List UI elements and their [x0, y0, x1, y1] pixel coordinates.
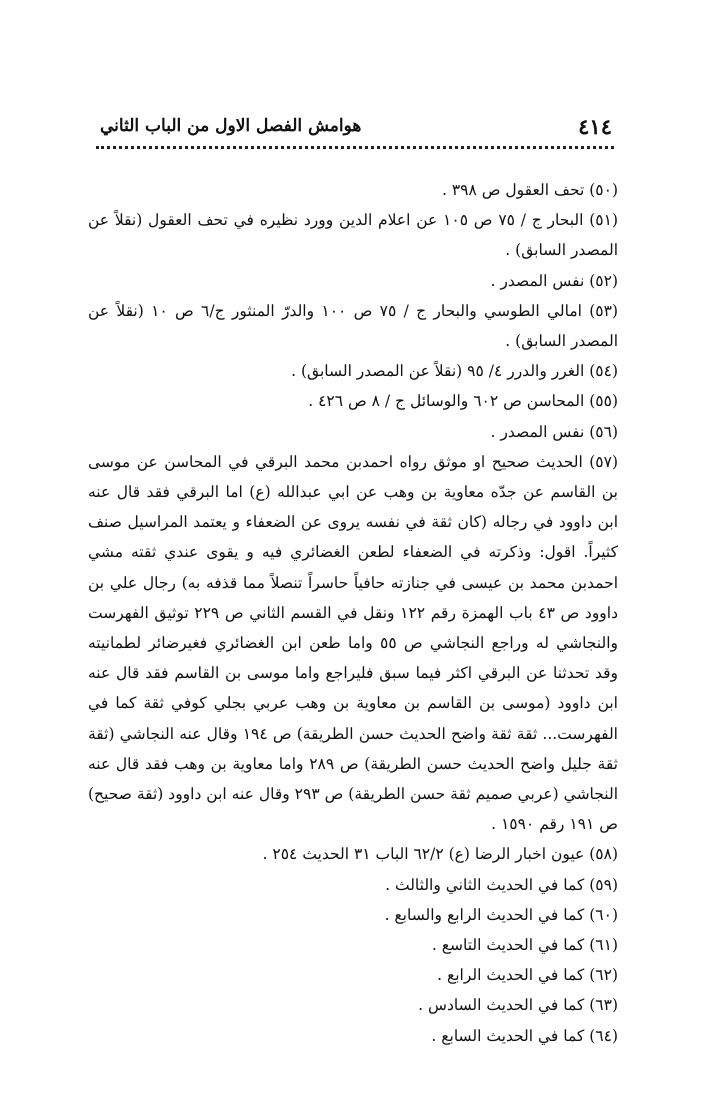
running-title: هوامش الفصل الاول من الباب الثاني	[100, 116, 362, 136]
endnote-63: (٦٣) كما في الحديث السادس .	[418, 996, 618, 1015]
endnote-52: (٥٢) نفس المصدر .	[490, 271, 618, 290]
endnotes-list	[88, 175, 618, 1051]
endnote-58: (٥٨) عيون اخبار الرضا (ع) ٦٢/٢ الباب ٣١ الحديث ٢٥٤ .	[262, 845, 618, 864]
header-dotted-rule	[96, 146, 614, 149]
endnote-51: (٥١) البحار ج / ٧٥ ص ١٠٥ عن اعلام الدين وورد نظيره في تحف العقول (نقلاً عن المصدر السابق) .	[88, 211, 619, 260]
endnote-53: (٥٣) امالي الطوسي والبحار ج / ٧٥ ص ١٠٠ والدرّ المنثور ج/٦ ص ١٠ (نقلاً عن المصدر السابق) .	[88, 301, 619, 351]
endnote-59: (٥٩) كما في الحديث الثاني والثالث .	[385, 875, 618, 894]
endnote-64: (٦٤) كما في الحديث السابع .	[431, 1026, 618, 1045]
page-number: ٤١٤	[578, 114, 612, 139]
endnote-56: (٥٦) نفس المصدر .	[490, 422, 618, 441]
endnote-55: (٥٥) المحاسن ص ٦٠٢ والوسائل ج / ٨ ص ٤٢٦ .	[308, 392, 618, 411]
endnote-62: (٦٢) كما في الحديث الرابع .	[437, 966, 618, 985]
endnote-60: (٦٠) كما في الحديث الرابع والسابع .	[384, 905, 618, 924]
endnote-50: (٥٠) تحف العقول ص ٣٩٨ .	[441, 181, 618, 199]
endnote-57: (٥٧) الحديث صحيح او موثق رواه احمدبن محمد البرقي في المحاسن عن موسى بن القاسم عن جدّه معاوية بن وهب عن ابي عبدالله (ع) اما البرقي فقد قال عنه ابن داوود في رجاله (كان ثقة في نفسه يروى عن الضعفاء و يعتمد المراسيل صنف كثيراً. اقول: وذكرته في الضعفاء لطعن الغضائري فيه و يقوى عندي ثقته مشي احمدبن محمد بن عيسى في جنازته حافياً حاسراً تنصلاً مما قذفه به) رجال علي بن داوود ص ٤٣ باب الهمزة رقم ١٢٢ ونقل في القسم الثاني ص ٢٢٩ توثيق الفهرست والنجاشي له وراجع النجاشي ص ٥٥ واما طعن ابن الغضائري فغيرضائر لطمانيته وقد تحدثنا عن البرقي اكثر فيما سبق فليراجع واما موسى بن القاسم فقد قال عنه ابن داوود (موسى بن القاسم بن معاوية بن وهب عربي بجلي كوفي ثقة كما في الفهرست... ثقة ثقة واضح الحديث حسن الطريقة) ص ١٩٤ وقال عنه النجاشي (ثقة ثقة جليل واضح الحديث حسن الطريقة) ص ٢٨٩ واما معاوية بن وهب فقد قال عنه النجاشي (عربي صميم ثقة حسن الطريقة) ص ٢٩٣ وقال عنه ابن داوود (ثقة صحيح) ص ١٩١ رقم ١٥٩٠ .	[88, 452, 618, 834]
endnote-61: (٦١) كما في الحديث التاسع .	[431, 936, 618, 955]
endnote-54: (٥٤) الغرر والدرر ٤/ ٩٥ (نقلاً عن المصدر السابق) .	[291, 362, 618, 381]
